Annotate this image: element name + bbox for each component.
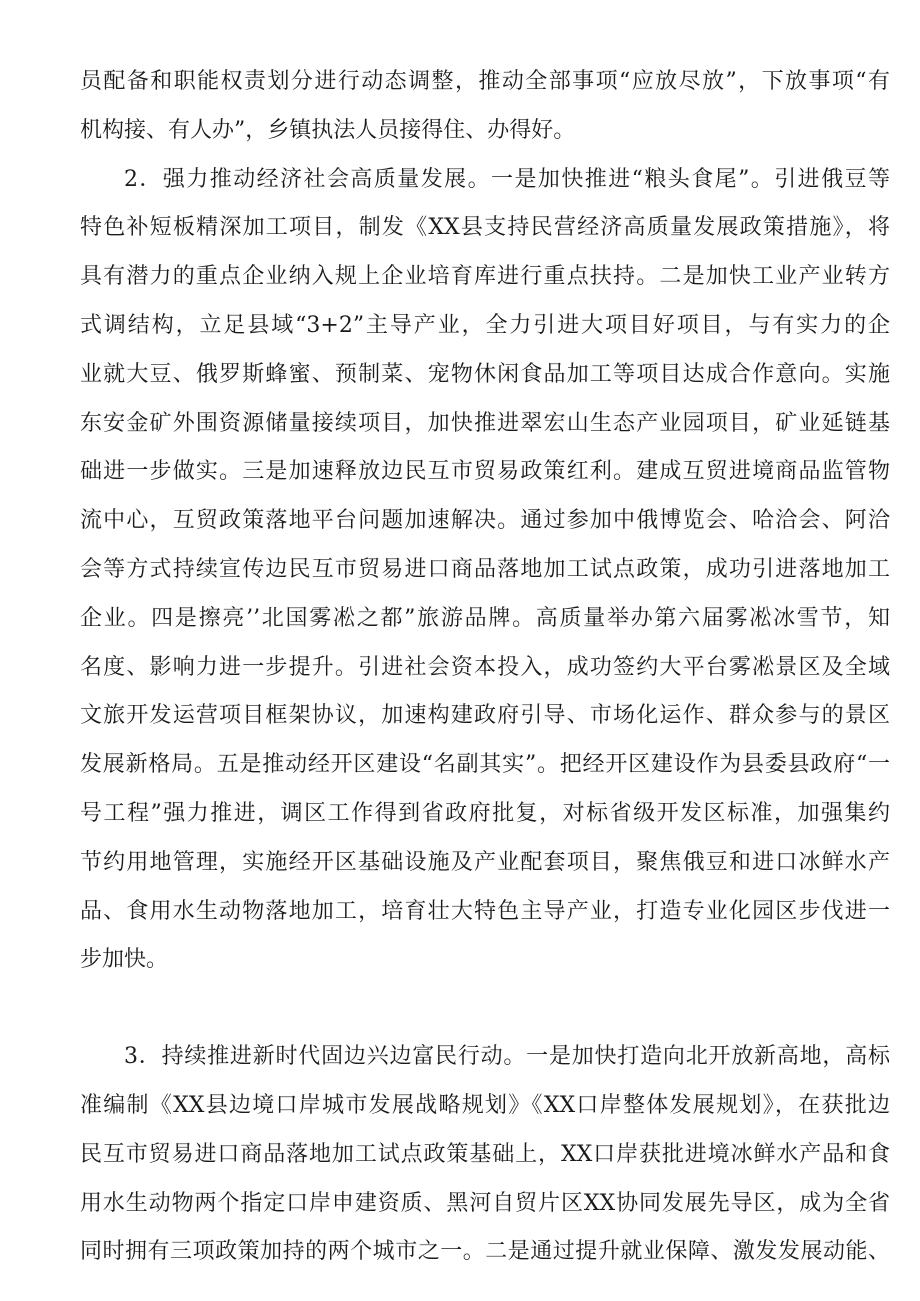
text-line: 2．强力推动经济社会高质量发展。一是加快推进“粮头食尾”。引进俄豆等 (124, 166, 890, 192)
text-line: 员配备和职能权责划分进行动态调整，推动全部事项“应放尽放”，下放事项“有 (80, 69, 890, 94)
paragraph-3 (80, 1033, 890, 1277)
text-line: 特色补短板精深加工项目，制发《XX县支持民营经济高质量发展政策措施》，将 (80, 215, 890, 241)
document-body (80, 58, 890, 1277)
text-line: 民互市贸易进口商品落地加工试点政策基础上，XX口岸获批进境冰鲜水产品和食 (80, 1141, 890, 1167)
text-line: 准编制《XX县边境口岸城市发展战略规划》《XX口岸整体发展规划》，在获批边 (80, 1092, 890, 1118)
paragraph-1 (80, 58, 890, 156)
paragraph-gap (80, 985, 890, 1033)
text-line: 用水生动物两个指定口岸申建资质、黑河自贸片区XX协同发展先导区，成为全省 (80, 1190, 890, 1216)
text-line: 号工程”强力推进，调区工作得到省政府批复，对标省级开发区标准，加强集约 (80, 800, 890, 826)
text-line: 同时拥有三项政策加持的两个城市之一。二是通过提升就业保障、激发发展动能、 (80, 1239, 890, 1265)
text-line: 会等方式持续宣传边民互市贸易进口商品落地加工试点政策，成功引进落地加工 (80, 556, 890, 582)
text-line: 发展新格局。五是推动经开区建设“名副其实”。把经开区建设作为县委县政府“一 (80, 752, 890, 778)
text-line: 流中心，互贸政策落地平台问题加速解决。通过参加中俄博览会、哈洽会、阿洽 (80, 508, 890, 534)
text-line: 具有潜力的重点企业纳入规上企业培育库进行重点扶持。二是加快工业产业转方 (80, 264, 890, 290)
text-line: 机构接、有人办”，乡镇执法人员接得住、办得好。 (80, 117, 576, 143)
text-line: 3．持续推进新时代固边兴边富民行动。一是加快打造向北开放新高地，高标 (124, 1044, 890, 1070)
text-line: 节约用地管理，实施经开区基础设施及产业配套项目，聚焦俄豆和进口冰鲜水产 (80, 849, 890, 875)
paragraph-2 (80, 156, 890, 986)
text-line: 文旅开发运营项目框架协议，加速构建政府引导、市场化运作、群众参与的景区 (80, 703, 890, 729)
text-line: 东安金矿外围资源储量接续项目，加快推进翠宏山生态产业园项目，矿业延链基 (80, 410, 890, 436)
text-line: 品、食用水生动物落地加工，培育壮大特色主导产业，打造专业化园区步伐进一 (80, 898, 890, 924)
text-line: 础进一步做实。三是加速释放边民互市贸易政策红利。建成互贸进境商品监管物 (80, 459, 890, 485)
text-line: 企业。四是擦亮’’北国雾凇之都”旅游品牌。高质量举办第六届雾凇冰雪节，知 (80, 605, 890, 631)
text-line: 步加快。 (80, 947, 169, 973)
text-line: 业就大豆、俄罗斯蜂蜜、预制菜、宠物休闲食品加工等项目达成合作意向。实施 (80, 361, 890, 387)
text-line: 名度、影响力进一步提升。引进社会资本投入，成功签约大平台雾凇景区及全域 (80, 654, 890, 680)
text-line: 式调结构，立足县域“3+2”主导产业，全力引进大项目好项目，与有实力的企 (80, 312, 890, 338)
